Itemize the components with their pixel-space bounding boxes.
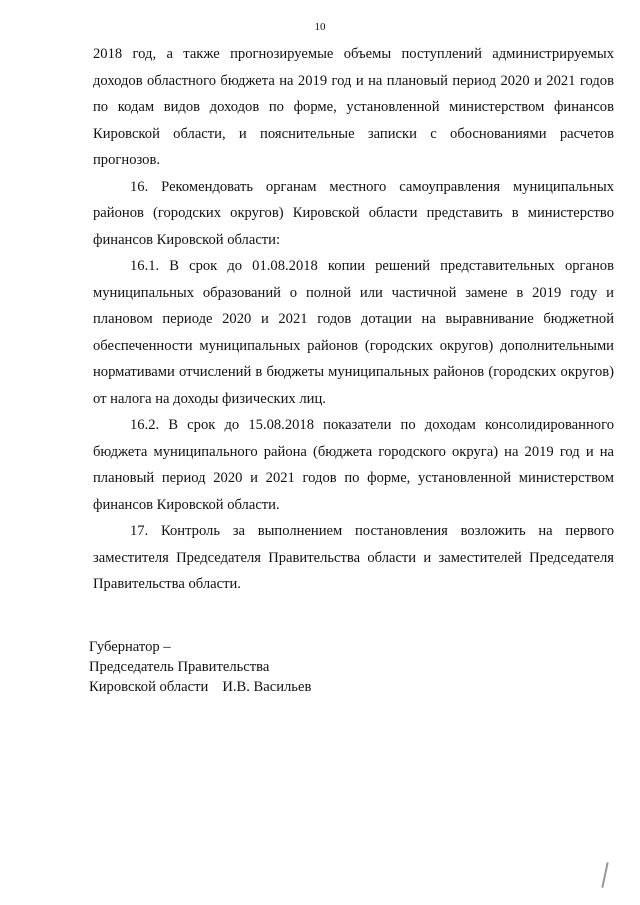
scan-artifact bbox=[601, 862, 608, 888]
paragraph-16-2: 16.2. В срок до 15.08.2018 показатели по доходам консолидированного бюджета муниципального района (бюджета городского округа) на 2019 год и на плановый период 2020 и 2021 годов по форме, установленной министерством финансов Кировской области. bbox=[93, 417, 614, 513]
paragraph-16: 16. Рекомендовать органам местного самоуправления муниципальных районов (городских округов) Кировской области представить в министерство финансов Кировской области: bbox=[93, 178, 614, 248]
signature-position-line: Председатель Правительства bbox=[89, 659, 270, 675]
signature-region: Кировской области bbox=[89, 679, 209, 695]
signature-region-line bbox=[89, 677, 489, 697]
page-number: 10 bbox=[314, 21, 326, 33]
paragraph-continuation: 2018 год, а также прогнозируемые объемы поступлений администрируемых доходов областного бюджета на 2019 год и на плановый период 2020 и 2021 годов по кодам видов доходов по форме, установленной министерством финансов Кировской области, и пояснительные записки с обоснованиями расчетов прогнозов. bbox=[93, 46, 614, 168]
document-body bbox=[93, 41, 614, 598]
paragraph-17: 17. Контроль за выполнением постановления возложить на первого заместителя Председателя Правительства области и заместителей Председателя Правительства области. bbox=[93, 523, 614, 592]
signature-title-line: Губернатор – bbox=[89, 639, 171, 655]
signature-block bbox=[89, 637, 489, 697]
signature-name: И.В. Васильев bbox=[222, 679, 312, 695]
paragraph-16-1: 16.1. В срок до 01.08.2018 копии решений представительных органов муниципальных образований о полной или частичной замене в 2019 году и плановом периоде 2020 и 2021 годов дотации на выравнивание бюджетной обеспеченности муниципальных районов (городских округов) дополнительными нормативами отчислений в бюджеты муниципальных районов (городских округов) от налога на доходы физических лиц. bbox=[93, 258, 614, 407]
